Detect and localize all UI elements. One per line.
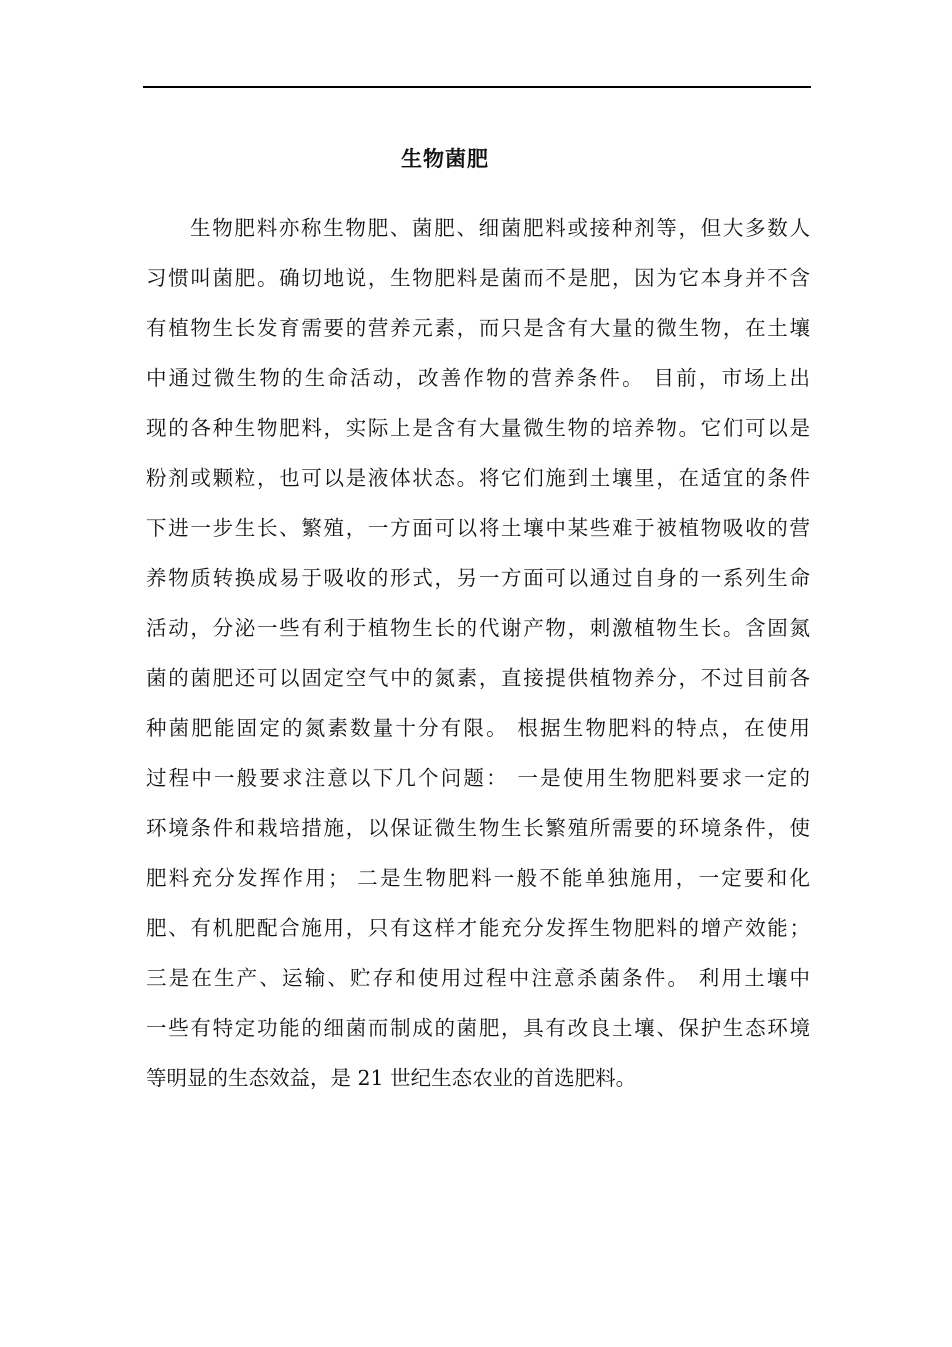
document-body [146, 210, 810, 1110]
page-title: 生物菌肥 [401, 146, 489, 171]
paragraph-line: 活动，分泌一些有利于植物生长的代谢产物，刺激植物生长。含固氮 [146, 616, 810, 640]
header-rule [143, 86, 811, 88]
paragraph-line: 菌的菌肥还可以固定空气中的氮素，直接提供植物养分，不过目前各 [146, 666, 810, 690]
paragraph-line: 现的各种生物肥料，实际上是含有大量微生物的培养物。它们可以是 [146, 416, 810, 440]
paragraph-line: 习惯叫菌肥。确切地说，生物肥料是菌而不是肥，因为它本身并不含 [146, 266, 810, 290]
paragraph-line: 生物肥料亦称生物肥、菌肥、细菌肥料或接种剂等，但大多数人 [190, 216, 810, 240]
paragraph-line: 环境条件和栽培措施，以保证微生物生长繁殖所需要的环境条件，使 [146, 816, 810, 840]
paragraph-line: 下进一步生长、繁殖，一方面可以将土壤中某些难于被植物吸收的营 [146, 516, 810, 540]
paragraph-line: 中通过微生物的生命活动，改善作物的营养条件。 目前，市场上出 [146, 366, 810, 390]
paragraph-line: 肥料充分发挥作用； 二是生物肥料一般不能单独施用，一定要和化 [146, 866, 810, 890]
paragraph-line: 种菌肥能固定的氮素数量十分有限。 根据生物肥料的特点，在使用 [146, 716, 810, 740]
paragraph-line: 一些有特定功能的细菌而制成的菌肥，具有改良土壤、保护生态环境 [146, 1016, 810, 1040]
paragraph-line: 过程中一般要求注意以下几个问题： 一是使用生物肥料要求一定的 [146, 766, 810, 790]
paragraph-line: 三是在生产、运输、贮存和使用过程中注意杀菌条件。 利用土壤中 [146, 966, 810, 990]
paragraph-line: 粉剂或颗粒，也可以是液体状态。将它们施到土壤里，在适宜的条件 [146, 466, 810, 490]
paragraph-line: 养物质转换成易于吸收的形式，另一方面可以通过自身的一系列生命 [146, 566, 810, 590]
paragraph-line: 肥、有机肥配合施用，只有这样才能充分发挥生物肥料的增产效能； [146, 916, 810, 940]
paragraph-line: 等明显的生态效益，是 21 世纪生态农业的首选肥料。 [146, 1066, 637, 1090]
paragraph-line: 有植物生长发育需要的营养元素，而只是含有大量的微生物，在土壤 [146, 316, 810, 340]
